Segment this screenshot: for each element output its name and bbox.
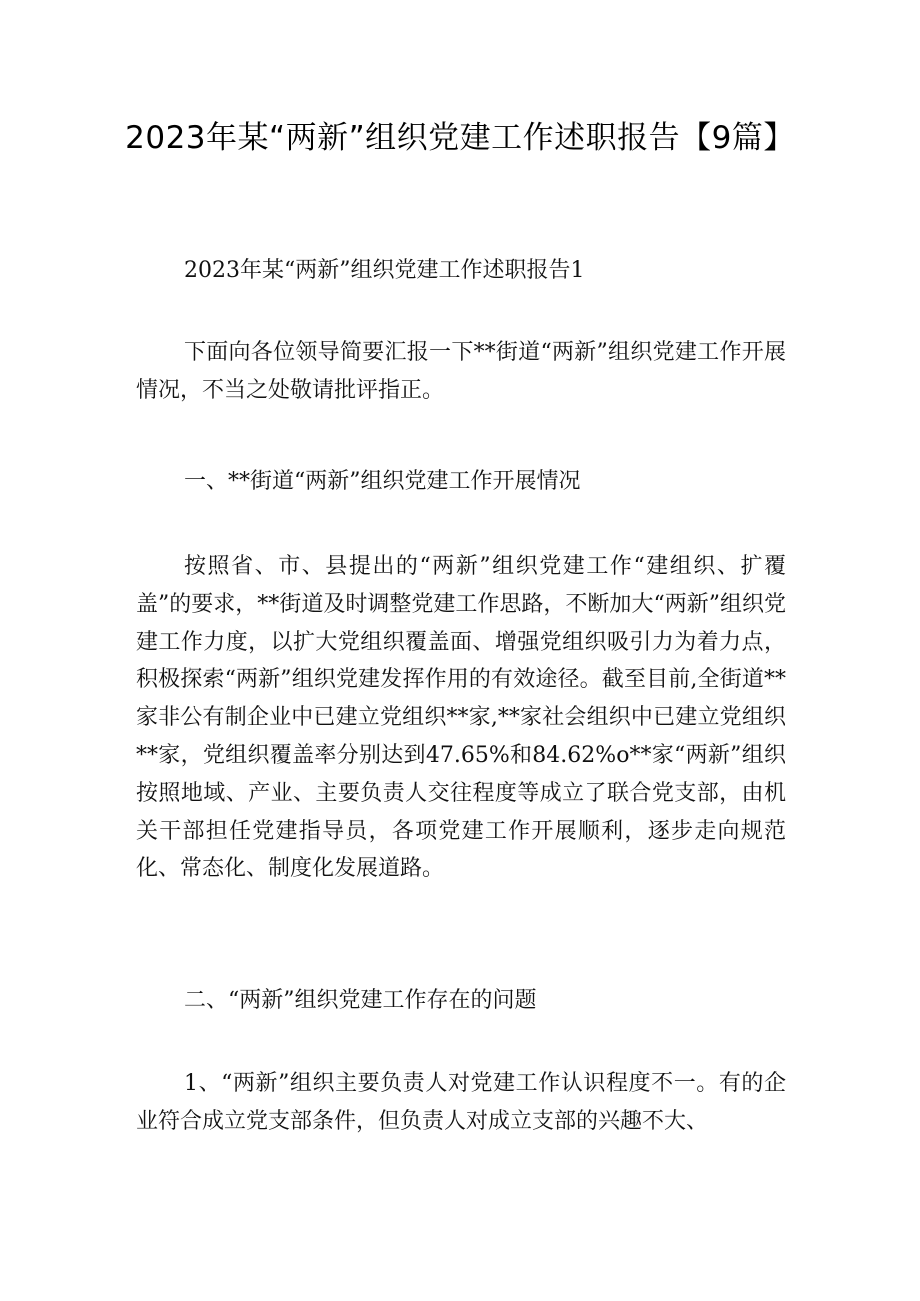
intro-paragraph: 下面向各位领导简要汇报一下**街道“两新”组织党建工作开展情况，不当之处敬请批评指正。: [136, 340, 786, 403]
problem-item-1: 1、“两新”组织主要负责人对党建工作认识程度不一。有的企业符合成立党支部条件，但负责人对成立支部的兴趣不大、: [136, 1071, 786, 1134]
section-1-body: 按照省、市、县提出的“两新”组织党建工作“建组织、扩覆盖”的要求，**街道及时调整党建工作思路，不断加大“两新”组织党建工作力度，以扩大党组织覆盖面、增强党组织吸引力为着力点，积极探索“两新”组织党建发挥作用的有效途径。截至目前,全街道**家非公有制企业中已建立党组织**家,**家社会组织中已建立党组织**家，党组织覆盖率分别达到47.65%和84.62%o**家“两新”组织按照地域、产业、主要负责人交往程度等成立了联合党支部，由机关干部担任党建指导员，各项党建工作开展顺利，逐步走向规范化、常态化、制度化发展道路。: [136, 554, 786, 882]
section-heading-1: 一、**街道“两新”组织党建工作开展情况: [184, 469, 581, 494]
document-title: 2023年某“两新”组织党建工作述职报告【9篇】: [125, 120, 795, 156]
report-subtitle: 2023年某“两新”组织党建工作述职报告1: [184, 258, 585, 283]
section-heading-2: 二、“两新”组织党建工作存在的问题: [184, 988, 537, 1013]
